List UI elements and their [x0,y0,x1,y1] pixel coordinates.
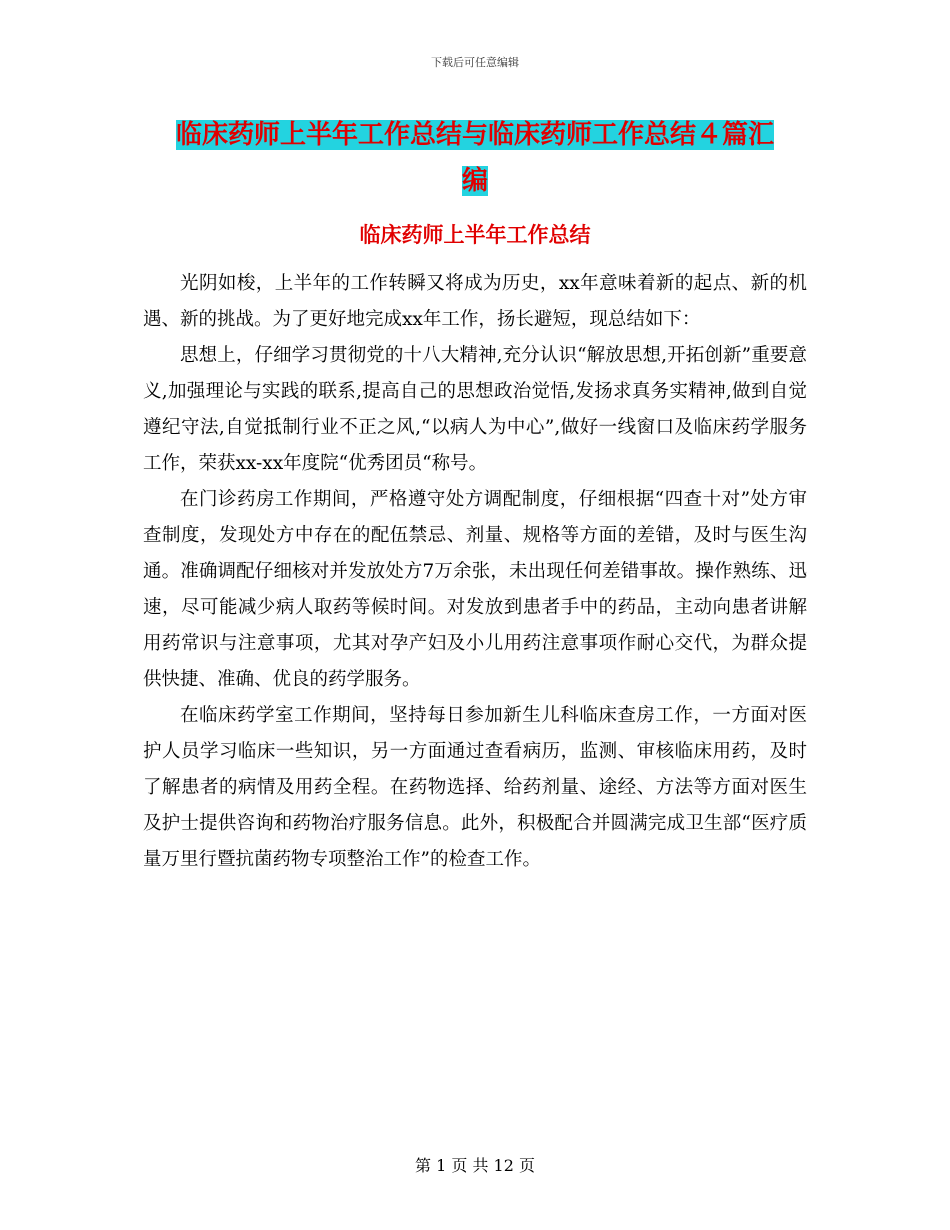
document-title [0,112,950,204]
document-title-line1: 临床药师上半年工作总结与临床药师工作总结４篇汇 [175,120,774,150]
document-body [143,266,807,878]
paragraph: 在临床药学室工作期间，坚持每日参加新生儿科临床查房工作，一方面对医护人员学习临床一些知识，另一方面通过查看病历，监测、审核临床用药，及时了解患者的病情及用药全程。在药物选择、给药剂量、途经、方法等方面对医生及护士提供咨询和药物治疗服务信息。此外，积极配合并圆满完成卫生部“医疗质量万里行暨抗菌药物专项整治工作”的检查工作。 [143,705,807,870]
paragraph: 光阴如梭，上半年的工作转瞬又将成为历史，xx年意味着新的起点、新的机遇、新的挑战。为了更好地完成xx年工作，扬长避短，现总结如下： [143,273,807,330]
page-number: 第 1 页 共 12 页 [415,1156,535,1175]
header-note: 下载后可任意编辑 [431,56,519,69]
paragraph: 思想上，仔细学习贯彻党的十八大精神,充分认识“解放思想,开拓创新”重要意义,加强理论与实践的联系,提高自己的思想政治觉悟,发扬求真务实精神,做到自觉遵纪守法,自觉抵制行业不正之风,“以病人为中心”,做好一线窗口及临床药学服务工作，荣获xx-xx年度院“优秀团员“称号。 [143,345,807,474]
paragraph: 在门诊药房工作期间，严格遵守处方调配制度，仔细根据“四查十对”处方审查制度，发现处方中存在的配伍禁忌、剂量、规格等方面的差错，及时与医生沟通。准确调配仔细核对并发放处方7万余张，未出现任何差错事故。操作熟练、迅速，尽可能减少病人取药等候时间。对发放到患者手中的药品，主动向患者讲解用药常识与注意事项，尤其对孕产妇及小儿用药注意事项作耐心交代，为群众提供快捷、准确、优良的药学服务。 [143,489,807,690]
section-title: 临床药师上半年工作总结 [359,222,591,247]
document-title-line2: 编 [461,166,488,196]
